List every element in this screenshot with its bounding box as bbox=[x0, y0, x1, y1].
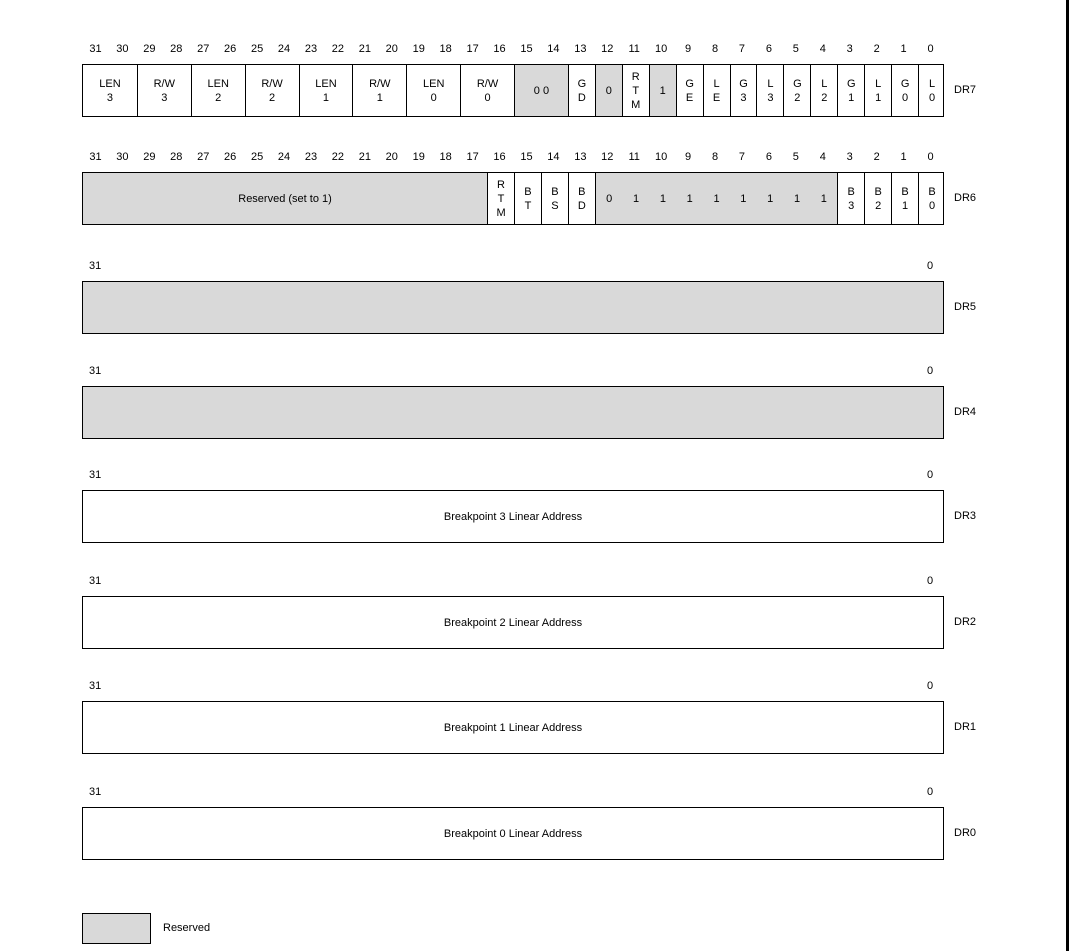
page-edge-line bbox=[1066, 0, 1069, 951]
dr7-bit-number: 1 bbox=[900, 43, 907, 55]
dr7-bit-number: 21 bbox=[358, 43, 371, 55]
dr6-bit-number: 21 bbox=[358, 151, 371, 163]
dr7-field: R/W 2 bbox=[245, 65, 299, 116]
dr7-field: R T M bbox=[622, 65, 649, 116]
dr1-bit-0-label: 0 bbox=[927, 680, 934, 692]
dr6-bit-number: 11 bbox=[628, 151, 640, 163]
dr0-bit-0-label: 0 bbox=[927, 786, 934, 798]
dr6-bit-number: 5 bbox=[792, 151, 799, 163]
dr7-bit-number: 11 bbox=[628, 43, 640, 55]
dr1-bit-31-label: 31 bbox=[89, 680, 102, 692]
dr6-bit-number: 20 bbox=[385, 151, 398, 163]
dr3-bit-31-label: 31 bbox=[89, 469, 102, 481]
dr1-content: Breakpoint 1 Linear Address bbox=[443, 721, 583, 734]
dr4-label: DR4 bbox=[954, 406, 977, 418]
dr6-bit-number: 8 bbox=[711, 151, 719, 163]
dr6-bit-number: 24 bbox=[277, 151, 291, 163]
dr7-field: L 3 bbox=[756, 65, 783, 116]
dr3-content: Breakpoint 3 Linear Address bbox=[443, 510, 583, 523]
dr7-bit-number: 22 bbox=[331, 43, 345, 55]
dr6-bit-number: 25 bbox=[250, 151, 264, 163]
dr6-bit-number: 23 bbox=[304, 151, 318, 163]
dr6-field-bit-value: 1 bbox=[632, 192, 640, 205]
dr7-bit-number: 31 bbox=[89, 43, 102, 55]
dr7-bit-number: 15 bbox=[520, 43, 533, 55]
dr0-label: DR0 bbox=[954, 827, 977, 839]
dr7-field: R/W 3 bbox=[137, 65, 191, 116]
dr7-bit-number: 30 bbox=[116, 43, 129, 55]
dr4-content bbox=[83, 387, 943, 438]
dr6-bit-number: 6 bbox=[765, 151, 772, 163]
dr6-bit-number: 13 bbox=[574, 151, 587, 163]
dr7-field: 0 bbox=[595, 65, 622, 116]
dr7-bit-number: 17 bbox=[466, 43, 479, 55]
legend-reserved-label: Reserved bbox=[163, 922, 211, 934]
dr1-label: DR1 bbox=[954, 721, 977, 733]
dr2-content: Breakpoint 2 Linear Address bbox=[443, 616, 583, 629]
dr7-bit-number: 6 bbox=[765, 43, 772, 55]
dr6-bit-number: 2 bbox=[873, 151, 880, 163]
dr7-bit-number: 5 bbox=[792, 43, 799, 55]
dr7-bit-number: 19 bbox=[412, 43, 425, 55]
dr7-field: G 3 bbox=[730, 65, 757, 116]
dr5-label: DR5 bbox=[954, 301, 977, 313]
dr4-bit-0-label: 0 bbox=[927, 365, 934, 377]
dr6-bit-number: 16 bbox=[493, 151, 506, 163]
dr6-field: B 0 bbox=[918, 173, 945, 224]
dr6-bit-number: 4 bbox=[819, 151, 826, 163]
dr3-register bbox=[82, 490, 944, 543]
dr7-bit-number: 29 bbox=[143, 43, 156, 55]
dr5-content bbox=[83, 282, 943, 333]
dr6-field: B 3 bbox=[837, 173, 864, 224]
dr6-bit-number: 27 bbox=[197, 151, 210, 163]
dr6-field-bit-value: 1 bbox=[767, 192, 774, 205]
dr6-bit-number: 18 bbox=[439, 151, 452, 163]
dr6-bit-number: 28 bbox=[170, 151, 183, 163]
dr7-field: LEN 1 bbox=[299, 65, 353, 116]
dr7-bit-number: 18 bbox=[439, 43, 452, 55]
dr6-field: B 2 bbox=[864, 173, 891, 224]
dr6-bit-number: 0 bbox=[927, 151, 934, 163]
dr7-field: G 1 bbox=[837, 65, 864, 116]
dr7-bit-number: 12 bbox=[601, 43, 614, 55]
dr7-bit-number: 23 bbox=[304, 43, 318, 55]
dr1-register bbox=[82, 701, 944, 754]
dr6-bit-number: 22 bbox=[331, 151, 345, 163]
dr6-field-bit-value: 1 bbox=[659, 192, 666, 205]
dr7-field: L 0 bbox=[918, 65, 945, 116]
dr7-field: R/W 0 bbox=[460, 65, 514, 116]
dr0-bit-31-label: 31 bbox=[89, 786, 102, 798]
dr7-bit-number: 0 bbox=[927, 43, 934, 55]
dr7-bit-number: 4 bbox=[819, 43, 826, 55]
dr0-content: Breakpoint 0 Linear Address bbox=[443, 827, 583, 840]
dr6-field: B T bbox=[514, 173, 541, 224]
dr7-bit-number: 9 bbox=[685, 43, 692, 55]
dr5-register bbox=[82, 281, 944, 334]
dr6-bit-number: 19 bbox=[412, 151, 425, 163]
dr6-field: B S bbox=[541, 173, 568, 224]
dr7-bit-number: 2 bbox=[873, 43, 880, 55]
dr6-bit-number: 29 bbox=[143, 151, 156, 163]
dr7-field: L 1 bbox=[864, 65, 891, 116]
dr6-bit-number: 15 bbox=[520, 151, 533, 163]
dr7-bit-number: 13 bbox=[574, 43, 587, 55]
dr7-field: L E bbox=[703, 65, 730, 116]
dr7-field: G 0 bbox=[891, 65, 918, 116]
dr6-field: B 1 bbox=[891, 173, 918, 224]
dr7-label: DR7 bbox=[954, 84, 977, 96]
dr6-field bbox=[595, 173, 837, 224]
dr7-field: LEN 0 bbox=[406, 65, 460, 116]
dr7-bit-number: 10 bbox=[655, 43, 668, 55]
dr6-register bbox=[82, 172, 944, 225]
dr7-bit-number: 7 bbox=[738, 43, 746, 55]
dr7-field: G 2 bbox=[783, 65, 810, 116]
dr6-field-bit-value: 1 bbox=[686, 192, 693, 205]
dr7-field: 1 bbox=[649, 65, 676, 116]
dr6-bit-number: 10 bbox=[655, 151, 668, 163]
dr6-bit-number: 9 bbox=[685, 151, 692, 163]
dr7-bit-number: 24 bbox=[277, 43, 291, 55]
dr6-bit-number: 14 bbox=[547, 151, 560, 163]
legend-reserved-swatch bbox=[82, 913, 151, 944]
dr4-register bbox=[82, 386, 944, 439]
dr6-field: Reserved (set to 1) bbox=[83, 173, 487, 224]
dr7-field: G D bbox=[568, 65, 595, 116]
dr7-field: L 2 bbox=[810, 65, 837, 116]
dr5-bit-0-label: 0 bbox=[927, 260, 934, 272]
dr7-bit-number: 28 bbox=[170, 43, 183, 55]
dr6-field: B D bbox=[568, 173, 595, 224]
dr2-label: DR2 bbox=[954, 616, 977, 628]
dr6-bit-number: 7 bbox=[738, 151, 746, 163]
dr7-bit-number: 26 bbox=[224, 43, 237, 55]
dr3-label: DR3 bbox=[954, 510, 977, 522]
dr7-bit-number: 3 bbox=[846, 43, 853, 55]
dr6-bit-number: 30 bbox=[116, 151, 129, 163]
dr6-bit-number: 12 bbox=[601, 151, 614, 163]
dr7-register bbox=[82, 64, 944, 117]
dr7-field: LEN 3 bbox=[99, 77, 121, 104]
dr7-bit-number: 16 bbox=[493, 43, 506, 55]
dr6-bit-number: 17 bbox=[466, 151, 479, 163]
dr6-field-bit-value: 1 bbox=[820, 192, 827, 205]
dr6-bit-number: 26 bbox=[224, 151, 237, 163]
dr4-bit-31-label: 31 bbox=[89, 365, 102, 377]
dr0-register bbox=[82, 807, 944, 860]
dr6-field: R T M bbox=[487, 173, 514, 224]
dr7-bit-number: 14 bbox=[547, 43, 560, 55]
dr2-bit-0-label: 0 bbox=[927, 575, 934, 587]
dr7-bit-number: 20 bbox=[385, 43, 398, 55]
dr6-bit-number: 3 bbox=[846, 151, 853, 163]
dr7-bit-number: 25 bbox=[250, 43, 264, 55]
dr6-bit-number: 1 bbox=[900, 151, 907, 163]
dr6-label: DR6 bbox=[954, 192, 977, 204]
dr2-register bbox=[82, 596, 944, 649]
dr2-bit-31-label: 31 bbox=[89, 575, 102, 587]
dr7-field: 0 0 bbox=[514, 65, 568, 116]
dr6-field-bit-value: 1 bbox=[713, 192, 720, 205]
dr3-bit-0-label: 0 bbox=[927, 469, 934, 481]
dr5-bit-31-label: 31 bbox=[89, 260, 102, 272]
dr6-field-bit-value: 0 bbox=[606, 192, 613, 205]
dr7-bit-number: 8 bbox=[711, 43, 719, 55]
dr7-field: G E bbox=[676, 65, 703, 116]
dr6-field-bit-value: 1 bbox=[740, 192, 747, 205]
dr6-field-bit-value: 1 bbox=[793, 192, 801, 205]
dr7-field: LEN 2 bbox=[191, 65, 245, 116]
dr6-bit-number: 31 bbox=[89, 151, 102, 163]
dr7-bit-number: 27 bbox=[197, 43, 210, 55]
dr7-field: R/W 1 bbox=[352, 65, 406, 116]
